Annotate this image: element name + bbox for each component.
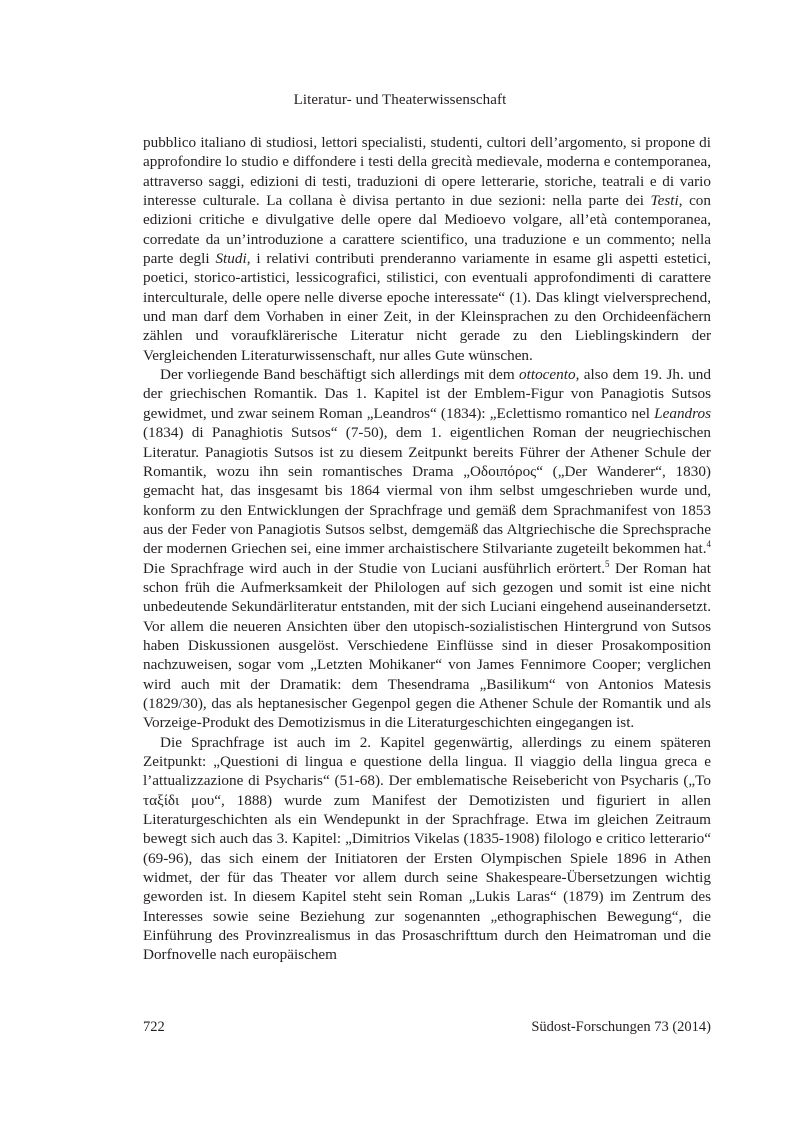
italic-term: Testi — [650, 192, 679, 210]
paragraph-1: pubblico italiano di studiosi, lettori specialisti, studenti, cultori dell’argomento, si propone di approfondire lo studio e diffondere i testi della grecità medievale, moderna e contemporanea, attraverso saggi, edizioni di testi, traduzioni di opere letterarie, storiche, teatrali e di vario interesse culturale. La collana è divisa pertanto in due sezioni: nella parte dei Testi, con edizioni critiche e divulgative delle opere dal Medioevo volgare, all’età contemporanea, corredate da un’introduzione a carattere scientifico, una traduzione e un commento; nella parte degli Studi, i relativi contributi prenderanno variamente in esame gli aspetti estetici, poetici, storico-artistici, lessicografici, stilistici, con eventuali approfondimenti di carattere interculturale, delle opere nelle diverse epoche interessate“ (1). Das klingt vielversprechend, und man darf dem Vorhaben in einer Zeit, in der Kleinsprachen zu den Orchideenfächern zählen und voraufklärerische Literatur nicht gerade zu den Lieblingskindern der Vergleichenden Literaturwissenschaft, nur alles Gute wünschen. — [143, 134, 711, 364]
body-text — [143, 133, 711, 965]
footnote-ref-5[interactable]: 5 — [605, 558, 610, 569]
running-head: Literatur- und Theaterwissenschaft — [293, 92, 507, 108]
italic-term: Leandros — [654, 404, 711, 422]
italic-term: ottocento — [519, 366, 576, 384]
paragraph-2: Der vorliegende Band beschäftigt sich allerdings mit dem ottocento, also dem 19. Jh. und der griechischen Romantik. Das 1. Kapitel ist der Emblem-Figur von Panagiotis Sutsos gewidmet, und zwar seinem Roman „Leandros“ (1834): „Eclettismo romantico nel Leandros (1834) di Panaghiotis Sutsos“ (7-50), dem 1. eigentlichen Roman der neugriechischen Literatur. Panagiotis Sutsos ist zu diesem Zeitpunkt bereits Führer der Athener Schule der Romantik, wozu ihn sein romantisches Drama „Οδοιπόρος“ („Der Wanderer“, 1830) gemacht hat, das insgesamt bis 1864 viermal von ihm selbst umgeschrieben wurde und, konform zu den Entwicklungen der Sprachfrage und gemäß dem Sprachmanifest von 1853 aus der Feder von Panagiotis Sutsos selbst, demgemäß das Altgriechische die Sprechsprache der modernen Griechen sei, eine immer archaistischere Stilvariante zugeteilt bekommen hat.$^4$ Die Sprachfrage wird auch in der Studie von Luciani ausführlich erörtert.$^5$ Der Roman hat schon früh die Aufmerksamkeit der Philologen auf sich gezogen und somit ist eine nicht unbedeutende Sekundärliteratur entstanden, mit der sich Luciani eingehend auseinandersetzt. Vor allem die neueren Ansichten über den utopisch-sozialistischen Hintergrund von Sutsos haben Diskussionen ausgelöst. Verschiedene Einflüsse sind in dieser Prosakomposition nachzuweisen, sogar vom „Letzten Mohikaner“ von James Fennimore Cooper; verglichen wird auch mit der Dramatik: dem Thesendrama „Basilikum“ von Antonios Matesis (1829/30), das als heptanesischer Gegenpol gegen die Athener Schule der Romantik und als Vorzeige-Produkt des Demotizismus in die Literaturgeschichten eingegangen ist. — [143, 366, 711, 732]
journal-citation: Südost-Forschungen 73 (2014) — [531, 1019, 711, 1035]
italic-term: Studi — [215, 250, 247, 268]
paragraph-3: Die Sprachfrage ist auch im 2. Kapitel gegenwärtig, allerdings zu einem späteren Zeitpunkt: „Questioni di lingua e questione della lingua. Il viaggio della lingua greca e l’attualizzazione di Psycharis“ (51-68). Der emblematische Reisebericht von Psycharis („Το ταξίδι μου“, 1888) wurde zum Manifest der Demotizisten und figuriert in allen Literaturgeschichten als ein Wendepunkt in der Sprachfrage. Etwa im gleichen Zeitraum bewegt sich auch das 3. Kapitel: „Dimitrios Vikelas (1835-1908) filologo e critico letterario“ (69-96), das sich einem der Initiatoren der Ersten Olympischen Spiele 1896 in Athen widmet, der für das Theater vor allem durch seine Shakespeare-Übersetzungen wichtig geworden ist. In diesem Kapitel steht sein Roman „Lukis Laras“ (1879) im Zentrum des Interesses sowie seine Beziehung zur sogenannten „ethographischen Bewegung“, die Einführung des Provinzrealismus in das Prosaschrifttum durch den Heimatroman und die Dorfnovelle nach europäischem — [143, 733, 711, 964]
page-number: 722 — [143, 1019, 165, 1035]
footnote-ref-4[interactable]: 4 — [706, 539, 711, 550]
